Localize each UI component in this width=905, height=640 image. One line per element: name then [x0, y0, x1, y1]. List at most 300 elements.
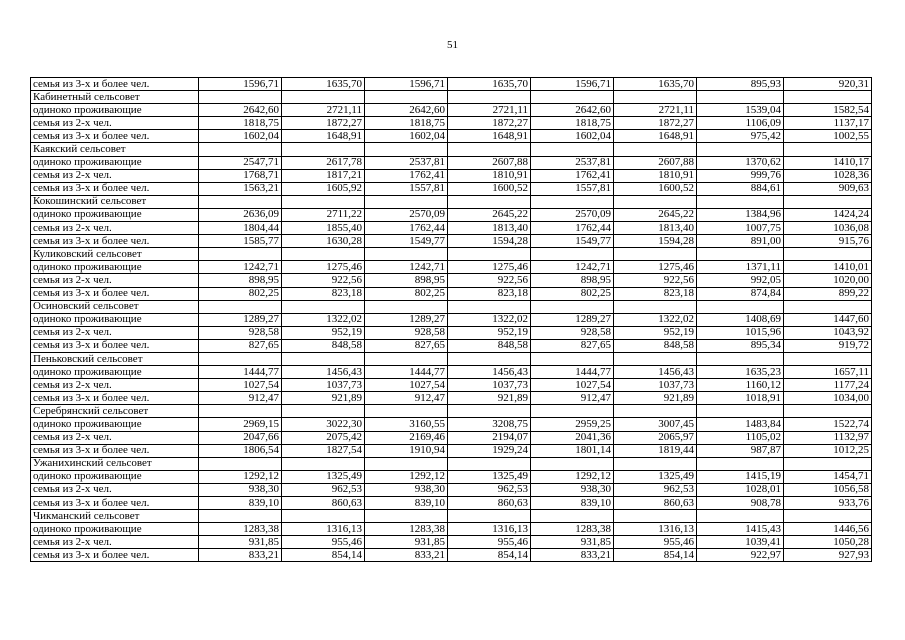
empty-cell [697, 300, 784, 313]
household-type-label: одиноко проживающие [31, 104, 199, 117]
group-header-row [31, 248, 872, 261]
value-cell: 839,10 [365, 497, 448, 510]
empty-cell [365, 195, 448, 208]
value-cell: 1872,27 [282, 117, 365, 130]
table-row [31, 523, 872, 536]
household-type-label: одиноко проживающие [31, 470, 199, 483]
value-cell: 1034,00 [784, 392, 872, 405]
empty-cell [199, 195, 282, 208]
empty-cell [448, 143, 531, 156]
table-row [31, 366, 872, 379]
empty-cell [365, 91, 448, 104]
value-cell: 2041,36 [531, 431, 614, 444]
value-cell: 2636,09 [199, 208, 282, 221]
value-cell: 827,65 [199, 339, 282, 352]
empty-cell [614, 405, 697, 418]
value-cell: 1810,91 [448, 169, 531, 182]
value-cell: 2959,25 [531, 418, 614, 431]
value-cell: 1275,46 [448, 261, 531, 274]
household-type-label: одиноко проживающие [31, 156, 199, 169]
empty-cell [365, 248, 448, 261]
value-cell: 3007,45 [614, 418, 697, 431]
table-row [31, 431, 872, 444]
empty-cell [365, 300, 448, 313]
empty-cell [448, 195, 531, 208]
value-cell: 874,84 [697, 287, 784, 300]
value-cell: 927,93 [784, 549, 872, 562]
empty-cell [365, 405, 448, 418]
value-cell: 999,76 [697, 169, 784, 182]
group-header-row [31, 457, 872, 470]
council-name: Чикманский сельсовет [31, 510, 199, 523]
table-row [31, 117, 872, 130]
value-cell: 922,97 [697, 549, 784, 562]
value-cell: 955,46 [614, 536, 697, 549]
empty-cell [448, 248, 531, 261]
empty-cell [199, 510, 282, 523]
value-cell: 854,14 [282, 549, 365, 562]
value-cell: 1289,27 [531, 313, 614, 326]
value-cell: 899,22 [784, 287, 872, 300]
value-cell: 1855,40 [282, 222, 365, 235]
council-name: Ужанихинский сельсовет [31, 457, 199, 470]
council-name: Осиновский сельсовет [31, 300, 199, 313]
empty-cell [531, 143, 614, 156]
value-cell: 1600,52 [614, 182, 697, 195]
value-cell: 962,53 [448, 483, 531, 496]
value-cell: 860,63 [282, 497, 365, 510]
empty-cell [282, 248, 365, 261]
value-cell: 1910,94 [365, 444, 448, 457]
empty-cell [448, 352, 531, 365]
value-cell: 952,19 [448, 326, 531, 339]
value-cell: 1106,09 [697, 117, 784, 130]
value-cell: 833,21 [199, 549, 282, 562]
value-cell: 1325,49 [282, 470, 365, 483]
value-cell: 1762,41 [531, 169, 614, 182]
empty-cell [282, 510, 365, 523]
value-cell: 833,21 [365, 549, 448, 562]
value-cell: 915,76 [784, 235, 872, 248]
value-cell: 2547,71 [199, 156, 282, 169]
value-cell: 1804,44 [199, 222, 282, 235]
value-cell: 895,34 [697, 339, 784, 352]
household-type-label: семья из 3-х и более чел. [31, 182, 199, 195]
empty-cell [784, 248, 872, 261]
empty-cell [199, 405, 282, 418]
value-cell: 1762,44 [531, 222, 614, 235]
empty-cell [784, 405, 872, 418]
value-cell: 909,63 [784, 182, 872, 195]
value-cell: 933,76 [784, 497, 872, 510]
value-cell: 928,58 [531, 326, 614, 339]
value-cell: 1596,71 [199, 78, 282, 91]
table-row [31, 274, 872, 287]
empty-cell [448, 510, 531, 523]
table-row [31, 549, 872, 562]
value-cell: 2570,09 [531, 208, 614, 221]
value-cell: 1028,36 [784, 169, 872, 182]
value-cell: 1325,49 [448, 470, 531, 483]
value-cell: 931,85 [531, 536, 614, 549]
value-cell: 1371,11 [697, 261, 784, 274]
value-cell: 1594,28 [448, 235, 531, 248]
group-header-row [31, 195, 872, 208]
value-cell: 1384,96 [697, 208, 784, 221]
household-type-label: семья из 2-х чел. [31, 274, 199, 287]
empty-cell [282, 457, 365, 470]
value-cell: 1410,17 [784, 156, 872, 169]
value-cell: 2537,81 [365, 156, 448, 169]
empty-cell [784, 457, 872, 470]
value-cell: 938,30 [199, 483, 282, 496]
household-type-label: семья из 3-х и более чел. [31, 497, 199, 510]
group-header-row [31, 143, 872, 156]
household-type-label: семья из 3-х и более чел. [31, 392, 199, 405]
value-cell: 1648,91 [448, 130, 531, 143]
value-cell: 2642,60 [531, 104, 614, 117]
value-cell: 833,21 [531, 549, 614, 562]
value-cell: 912,47 [365, 392, 448, 405]
value-cell: 938,30 [531, 483, 614, 496]
value-cell: 1549,77 [365, 235, 448, 248]
value-cell: 1039,41 [697, 536, 784, 549]
value-cell: 931,85 [199, 536, 282, 549]
council-name: Кокошинский сельсовет [31, 195, 199, 208]
value-cell: 919,72 [784, 339, 872, 352]
value-cell: 1447,60 [784, 313, 872, 326]
empty-cell [199, 300, 282, 313]
empty-cell [282, 300, 365, 313]
value-cell: 898,95 [365, 274, 448, 287]
value-cell: 1370,62 [697, 156, 784, 169]
value-cell: 1027,54 [365, 379, 448, 392]
table-row [31, 287, 872, 300]
value-cell: 2065,97 [614, 431, 697, 444]
table-body [31, 78, 872, 562]
empty-cell [365, 457, 448, 470]
value-cell: 839,10 [531, 497, 614, 510]
empty-cell [531, 195, 614, 208]
value-cell: 1483,84 [697, 418, 784, 431]
value-cell: 928,58 [199, 326, 282, 339]
household-type-label: одиноко проживающие [31, 418, 199, 431]
value-cell: 1322,02 [448, 313, 531, 326]
value-cell: 1817,21 [282, 169, 365, 182]
value-cell: 1630,28 [282, 235, 365, 248]
empty-cell [784, 510, 872, 523]
value-cell: 912,47 [199, 392, 282, 405]
empty-cell [784, 195, 872, 208]
value-cell: 1818,75 [531, 117, 614, 130]
value-cell: 1444,77 [365, 366, 448, 379]
value-cell: 1549,77 [531, 235, 614, 248]
value-cell: 1283,38 [531, 523, 614, 536]
table-row [31, 104, 872, 117]
value-cell: 1289,27 [365, 313, 448, 326]
empty-cell [784, 300, 872, 313]
council-name: Серебрянский сельсовет [31, 405, 199, 418]
value-cell: 1813,40 [614, 222, 697, 235]
council-name: Кабинетный сельсовет [31, 91, 199, 104]
value-cell: 1635,70 [448, 78, 531, 91]
value-cell: 931,85 [365, 536, 448, 549]
table-row [31, 208, 872, 221]
value-cell: 1415,43 [697, 523, 784, 536]
table-row [31, 130, 872, 143]
value-cell: 1810,91 [614, 169, 697, 182]
empty-cell [784, 91, 872, 104]
table-row [31, 483, 872, 496]
value-cell: 1563,21 [199, 182, 282, 195]
value-cell: 1283,38 [199, 523, 282, 536]
value-cell: 1872,27 [448, 117, 531, 130]
value-cell: 1410,01 [784, 261, 872, 274]
value-cell: 1454,71 [784, 470, 872, 483]
value-cell: 975,42 [697, 130, 784, 143]
value-cell: 1801,14 [531, 444, 614, 457]
value-cell: 987,87 [697, 444, 784, 457]
empty-cell [697, 405, 784, 418]
value-cell: 1594,28 [614, 235, 697, 248]
value-cell: 848,58 [282, 339, 365, 352]
household-type-label: семья из 2-х чел. [31, 483, 199, 496]
empty-cell [448, 91, 531, 104]
value-cell: 895,93 [697, 78, 784, 91]
value-cell: 1027,54 [199, 379, 282, 392]
council-name: Каякский сельсовет [31, 143, 199, 156]
value-cell: 854,14 [614, 549, 697, 562]
group-header-row [31, 405, 872, 418]
household-type-label: семья из 3-х и более чел. [31, 78, 199, 91]
empty-cell [282, 91, 365, 104]
value-cell: 1242,71 [199, 261, 282, 274]
value-cell: 992,05 [697, 274, 784, 287]
value-cell: 823,18 [614, 287, 697, 300]
empty-cell [614, 195, 697, 208]
household-type-label: семья из 2-х чел. [31, 431, 199, 444]
value-cell: 1635,70 [282, 78, 365, 91]
value-cell: 3022,30 [282, 418, 365, 431]
value-cell: 1819,44 [614, 444, 697, 457]
value-cell: 1132,97 [784, 431, 872, 444]
empty-cell [199, 143, 282, 156]
household-type-label: семья из 2-х чел. [31, 379, 199, 392]
value-cell: 1050,28 [784, 536, 872, 549]
household-type-label: семья из 3-х и более чел. [31, 549, 199, 562]
value-cell: 1020,00 [784, 274, 872, 287]
empty-cell [614, 300, 697, 313]
value-cell: 1316,13 [614, 523, 697, 536]
table-row [31, 169, 872, 182]
household-type-label: семья из 3-х и более чел. [31, 444, 199, 457]
value-cell: 1446,56 [784, 523, 872, 536]
value-cell: 955,46 [448, 536, 531, 549]
empty-cell [614, 457, 697, 470]
household-type-label: одиноко проживающие [31, 208, 199, 221]
table-row [31, 261, 872, 274]
value-cell: 1037,73 [614, 379, 697, 392]
value-cell: 1322,02 [614, 313, 697, 326]
value-cell: 2617,78 [282, 156, 365, 169]
value-cell: 3160,55 [365, 418, 448, 431]
empty-cell [531, 300, 614, 313]
value-cell: 962,53 [282, 483, 365, 496]
value-cell: 1582,54 [784, 104, 872, 117]
page-number: 51 [447, 39, 458, 51]
value-cell: 1012,25 [784, 444, 872, 457]
empty-cell [531, 457, 614, 470]
council-name: Пеньковский сельсовет [31, 352, 199, 365]
value-cell: 921,89 [282, 392, 365, 405]
household-type-label: семья из 2-х чел. [31, 326, 199, 339]
value-cell: 891,00 [697, 235, 784, 248]
value-cell: 928,58 [365, 326, 448, 339]
value-cell: 1557,81 [531, 182, 614, 195]
empty-cell [531, 352, 614, 365]
value-cell: 3208,75 [448, 418, 531, 431]
value-cell: 962,53 [614, 483, 697, 496]
household-type-label: семья из 3-х и более чел. [31, 287, 199, 300]
value-cell: 1275,46 [282, 261, 365, 274]
group-header-row [31, 510, 872, 523]
empty-cell [282, 143, 365, 156]
table-row [31, 470, 872, 483]
council-name: Куликовский сельсовет [31, 248, 199, 261]
empty-cell [282, 352, 365, 365]
value-cell: 1242,71 [531, 261, 614, 274]
value-cell: 1002,55 [784, 130, 872, 143]
value-cell: 860,63 [614, 497, 697, 510]
value-cell: 1602,04 [531, 130, 614, 143]
value-cell: 1596,71 [365, 78, 448, 91]
value-cell: 1557,81 [365, 182, 448, 195]
value-cell: 1444,77 [199, 366, 282, 379]
group-header-row [31, 300, 872, 313]
table-row [31, 156, 872, 169]
value-cell: 1456,43 [282, 366, 365, 379]
table-row [31, 339, 872, 352]
value-cell: 802,25 [531, 287, 614, 300]
household-type-label: семья из 2-х чел. [31, 169, 199, 182]
empty-cell [365, 143, 448, 156]
value-cell: 955,46 [282, 536, 365, 549]
value-cell: 1818,75 [199, 117, 282, 130]
value-cell: 1027,54 [531, 379, 614, 392]
empty-cell [199, 91, 282, 104]
empty-cell [697, 195, 784, 208]
value-cell: 2169,46 [365, 431, 448, 444]
empty-cell [614, 510, 697, 523]
empty-cell [531, 405, 614, 418]
empty-cell [697, 352, 784, 365]
household-type-label: одиноко проживающие [31, 261, 199, 274]
value-cell: 848,58 [614, 339, 697, 352]
value-cell: 2537,81 [531, 156, 614, 169]
household-type-label: семья из 2-х чел. [31, 536, 199, 549]
value-cell: 1602,04 [365, 130, 448, 143]
empty-cell [448, 457, 531, 470]
value-cell: 921,89 [448, 392, 531, 405]
value-cell: 884,61 [697, 182, 784, 195]
table-row [31, 536, 872, 549]
value-cell: 1818,75 [365, 117, 448, 130]
value-cell: 1605,92 [282, 182, 365, 195]
value-cell: 1456,43 [448, 366, 531, 379]
value-cell: 1596,71 [531, 78, 614, 91]
value-cell: 920,31 [784, 78, 872, 91]
value-cell: 1539,04 [697, 104, 784, 117]
value-cell: 1177,24 [784, 379, 872, 392]
value-cell: 827,65 [365, 339, 448, 352]
value-cell: 2721,11 [282, 104, 365, 117]
empty-cell [697, 457, 784, 470]
value-cell: 2570,09 [365, 208, 448, 221]
value-cell: 912,47 [531, 392, 614, 405]
value-cell: 1316,13 [448, 523, 531, 536]
value-cell: 1043,92 [784, 326, 872, 339]
empty-cell [282, 405, 365, 418]
value-cell: 1292,12 [199, 470, 282, 483]
empty-cell [614, 352, 697, 365]
value-cell: 952,19 [282, 326, 365, 339]
value-cell: 938,30 [365, 483, 448, 496]
group-header-row [31, 91, 872, 104]
value-cell: 1037,73 [282, 379, 365, 392]
value-cell: 854,14 [448, 549, 531, 562]
value-cell: 2194,07 [448, 431, 531, 444]
value-cell: 1762,44 [365, 222, 448, 235]
value-cell: 1056,58 [784, 483, 872, 496]
value-cell: 2711,22 [282, 208, 365, 221]
empty-cell [199, 352, 282, 365]
value-cell: 1275,46 [614, 261, 697, 274]
household-type-label: семья из 3-х и более чел. [31, 339, 199, 352]
value-cell: 1028,01 [697, 483, 784, 496]
value-cell: 898,95 [199, 274, 282, 287]
value-cell: 1762,41 [365, 169, 448, 182]
empty-cell [614, 248, 697, 261]
value-cell: 1105,02 [697, 431, 784, 444]
empty-cell [697, 91, 784, 104]
table-row [31, 379, 872, 392]
value-cell: 1242,71 [365, 261, 448, 274]
value-cell: 802,25 [199, 287, 282, 300]
value-cell: 2721,11 [448, 104, 531, 117]
value-cell: 2645,22 [448, 208, 531, 221]
value-cell: 1037,73 [448, 379, 531, 392]
household-type-label: одиноко проживающие [31, 523, 199, 536]
empty-cell [365, 510, 448, 523]
table-row [31, 222, 872, 235]
value-cell: 823,18 [448, 287, 531, 300]
empty-cell [784, 143, 872, 156]
value-cell: 1036,08 [784, 222, 872, 235]
value-cell: 860,63 [448, 497, 531, 510]
empty-cell [365, 352, 448, 365]
value-cell: 2642,60 [365, 104, 448, 117]
value-cell: 823,18 [282, 287, 365, 300]
value-cell: 1806,54 [199, 444, 282, 457]
value-cell: 1635,23 [697, 366, 784, 379]
table-row [31, 497, 872, 510]
household-type-label: одиноко проживающие [31, 366, 199, 379]
empty-cell [697, 143, 784, 156]
household-type-label: семья из 2-х чел. [31, 117, 199, 130]
household-type-label: одиноко проживающие [31, 313, 199, 326]
value-cell: 2075,42 [282, 431, 365, 444]
data-table [30, 77, 872, 562]
